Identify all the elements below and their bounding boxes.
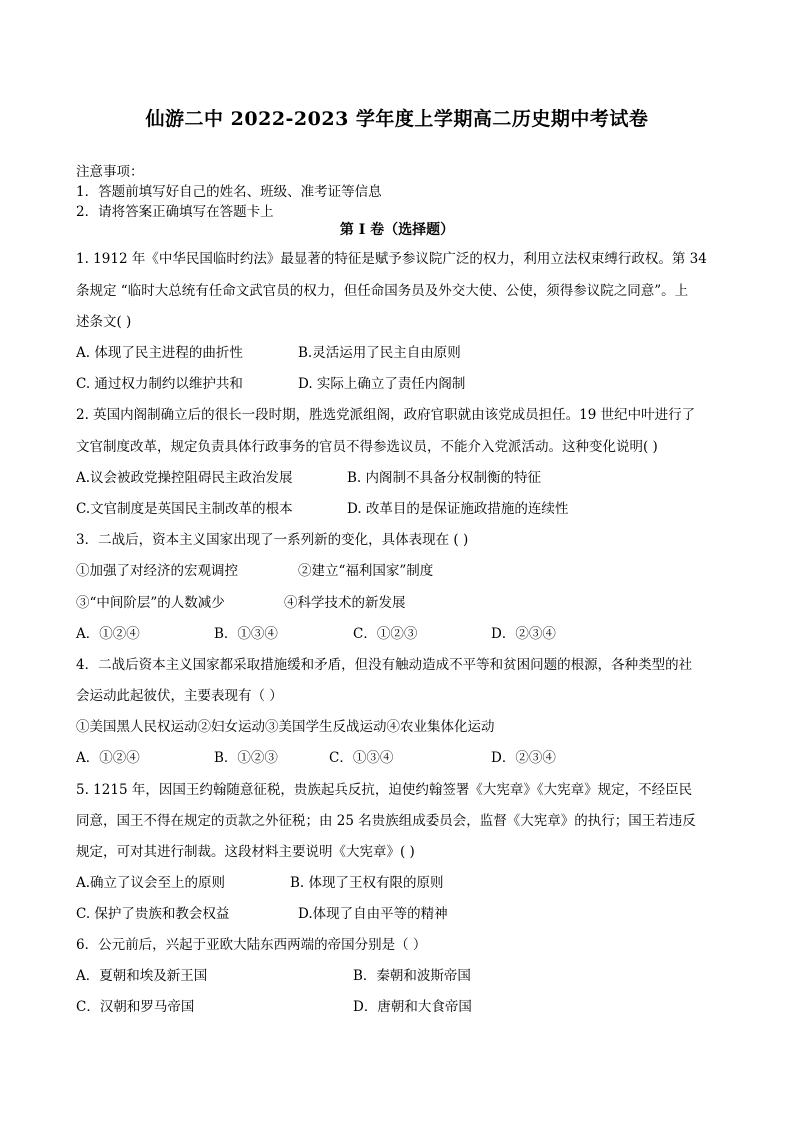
question-4-item: ①美国黑人民权运动②妇女运动③美国学生反战运动④农业集体化运动 — [76, 719, 495, 735]
question-4-stem-line: 会运动此起彼伏，主要表现有（ ） — [76, 688, 283, 704]
question-3-option-d: D．②③④ — [491, 626, 556, 642]
question-1-stem-line: 1. 1912 年《中华民国临时约法》最显著的特征是赋予参议院广泛的权力，利用立法权束缚行政权。第 34 — [76, 251, 707, 267]
question-5-stem-line: 同意，国王不得在规定的贡款之外征税；由 25 名贵族组成委员会，监督《大宪章》的执行；国王若违反 — [76, 813, 696, 829]
question-6-option-c: C．汉朝和罗马帝国 — [76, 999, 195, 1015]
question-3-item: ④科学技术的新发展 — [284, 595, 406, 611]
question-1-option-d: D. 实际上确立了责任内阁制 — [298, 376, 466, 392]
question-3-item: ①加强了对经济的宏观调控 — [76, 563, 238, 579]
question-5-option-b: B. 体现了王权有限的原则 — [290, 875, 444, 891]
notice-item: 1．答题前填写好自己的姓名、班级、准考证等信息 — [76, 184, 382, 200]
question-3-stem-line: 3．二战后，资本主义国家出现了一系列新的变化，具体表现在 ( ) — [76, 532, 469, 548]
question-4-option-b: B．①②③ — [214, 750, 278, 766]
question-3-item: ②建立“福利国家”制度 — [298, 563, 434, 579]
question-1-option-c: C. 通过权力制约以维护共和 — [76, 376, 243, 392]
question-5-option-d: D.体现了自由平等的精神 — [298, 906, 448, 922]
question-6-stem-line: 6．公元前后，兴起于亚欧大陆东西两端的帝国分别是（ ） — [76, 937, 427, 953]
question-6-option-d: D．唐朝和大食帝国 — [353, 999, 472, 1015]
question-1-option-a: A. 体现了民主进程的曲折性 — [76, 345, 243, 361]
question-6-option-a: A．夏朝和埃及新王国 — [76, 968, 208, 984]
question-3-option-b: B．①③④ — [214, 626, 278, 642]
question-1-stem-line: 述条文( ) — [76, 314, 132, 330]
question-4-stem-line: 4．二战后资本主义国家都采取措施缓和矛盾，但没有触动造成不平等和贫困问题的根源，各种类型的社 — [76, 657, 693, 673]
question-4-option-d: D．②③④ — [491, 750, 556, 766]
section-title: 第 I 卷（选择题） — [339, 222, 455, 238]
question-5-option-a: A.确立了议会至上的原则 — [76, 875, 226, 891]
question-5-option-c: C. 保护了贵族和教会权益 — [76, 906, 230, 922]
question-2-option-d: D. 改革目的是保证施政措施的连续性 — [347, 501, 569, 517]
question-2-option-a: A.议会被政党操控阻碍民主政治发展 — [76, 470, 293, 486]
question-2-stem-line: 文官制度改革，规定负责具体行政事务的官员不得参选议员，不能介入党派活动。这种变化说明( ) — [76, 439, 658, 455]
notice-heading: 注意事项： — [76, 164, 144, 180]
question-4-option-c: C．①③④ — [329, 750, 394, 766]
question-3-item: ③“中间阶层”的人数减少 — [76, 595, 225, 611]
exam-title: 仙游二中 2022-2023 学年度上学期高二历史期中考试卷 — [145, 108, 649, 130]
question-1-option-b: B.灵活运用了民主自由原则 — [298, 345, 461, 361]
question-2-stem-line: 2. 英国内阁制确立后的很长一段时期，胜选党派组阁，政府官职就由该党成员担任。19 世纪中叶进行了 — [76, 407, 696, 423]
question-3-option-a: A．①②④ — [76, 626, 140, 642]
question-4-option-a: A．①②④ — [76, 750, 140, 766]
question-1-stem-line: 条规定 “临时大总统有任命文武官员的权力，但任命国务员及外交大使、公使，须得参议院之同意”。上 — [76, 283, 689, 299]
question-5-stem-line: 规定，可对其进行制裁。这段材料主要说明《大宪章》( ) — [76, 844, 415, 860]
question-2-option-c: C.文官制度是英国民主制改革的根本 — [76, 501, 293, 517]
question-3-option-c: C．①②③ — [353, 626, 418, 642]
notice-item: 2．请将答案正确填写在答题卡上 — [76, 204, 274, 220]
question-6-option-b: B．秦朝和波斯帝国 — [353, 968, 471, 984]
question-2-option-b: B. 内阁制不具备分权制衡的特征 — [347, 470, 542, 486]
question-5-stem-line: 5. 1215 年，因国王约翰随意征税，贵族起兵反抗，迫使约翰签署《大宪章》《大宪章》规定，不经臣民 — [76, 782, 693, 798]
